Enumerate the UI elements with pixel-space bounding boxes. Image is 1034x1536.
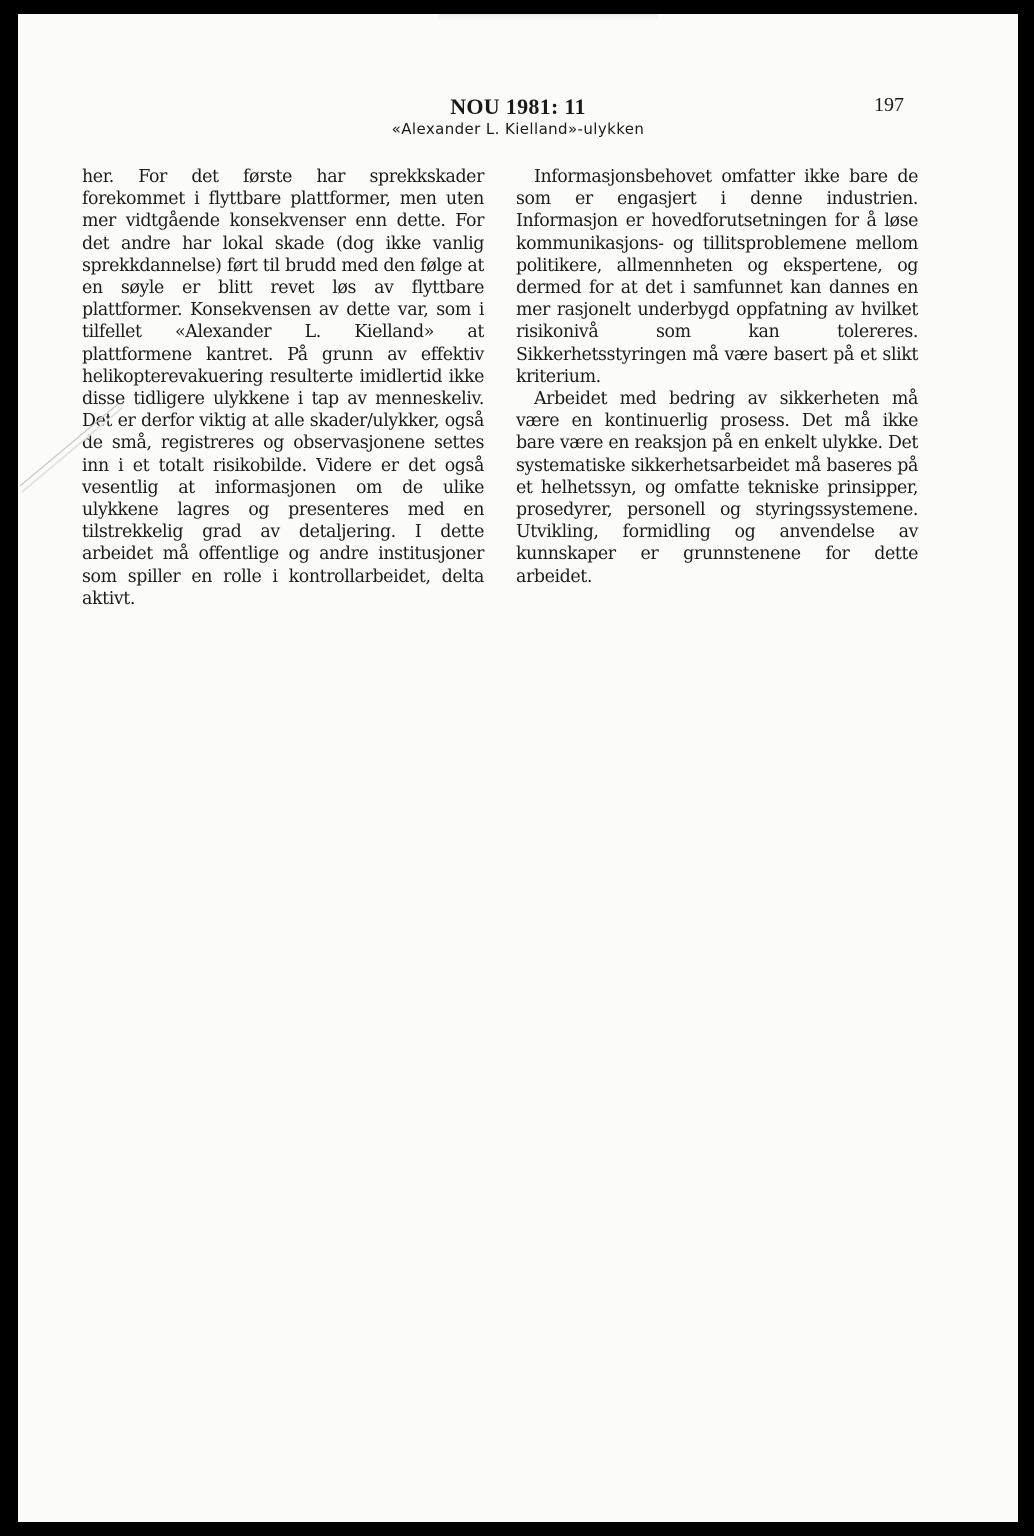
document-subtitle: «Alexander L. Kielland»-ulykken bbox=[391, 120, 645, 138]
page-number: 197 bbox=[874, 94, 904, 116]
right-column bbox=[516, 166, 918, 588]
document-page bbox=[18, 14, 1018, 1522]
scan-artifact bbox=[438, 14, 658, 20]
left-column bbox=[82, 166, 484, 610]
right-paragraph-2: Arbeidet med bedring av sikkerheten må være en kontinuerlig prosess. Det må ikke bare være en reaksjon på en enkelt ulykke. Det systematiske sikkerhetsarbeidet må baseres på et helhetssyn, og omfatte tekniske prinsipper, prosedyrer, personell og styringssystemene. Utvikling, formidling og anvendelse av kunnskaper er grunnstenene for dette arbeidet. bbox=[516, 389, 918, 587]
document-title: NOU 1981: 11 bbox=[450, 94, 586, 119]
left-paragraph-1: her. For det første har sprekkskader forekommet i flyttbare plattformer, men uten mer vidtgående konsekvenser enn dette. For det andre har lokal skade (dog ikke vanlig sprekkdannelse) ført til brudd med den følge at en søyle er blitt revet løs av flyttbare plattformer. Konsekvensen av dette var, som i tilfellet «Alexander L. Kielland» at plattformene kantret. På grunn av effektiv helikopterevakuering resulterte imidlertid ikke disse tidligere ulykkene i tap av menneskeliv. Det er derfor viktig at alle skader/ulykker, også de små, registreres og observasjonene settes inn i et totalt risikobilde. Videre er det også vesentlig at informasjonen om de ulike ulykkene lagres og presenteres med en tilstrekkelig grad av detaljering. I dette arbeidet må offentlige og andre institusjoner som spiller en rolle i kontrollarbeidet, delta aktivt. bbox=[82, 167, 484, 609]
right-paragraph-1: Informasjonsbehovet omfatter ikke bare de som er engasjert i denne industrien. Informasjon er hovedforutsetningen for å løse kommunikasjons- og tillitsproblemene mellom politikere, allmennheten og ekspertene, og dermed for at det i samfunnet kan dannes en mer rasjonelt underbygd oppfatning av hvilket risikonivå som kan tolereres. Sikkerhetsstyringen må være basert på et slikt kriterium. bbox=[516, 167, 918, 387]
